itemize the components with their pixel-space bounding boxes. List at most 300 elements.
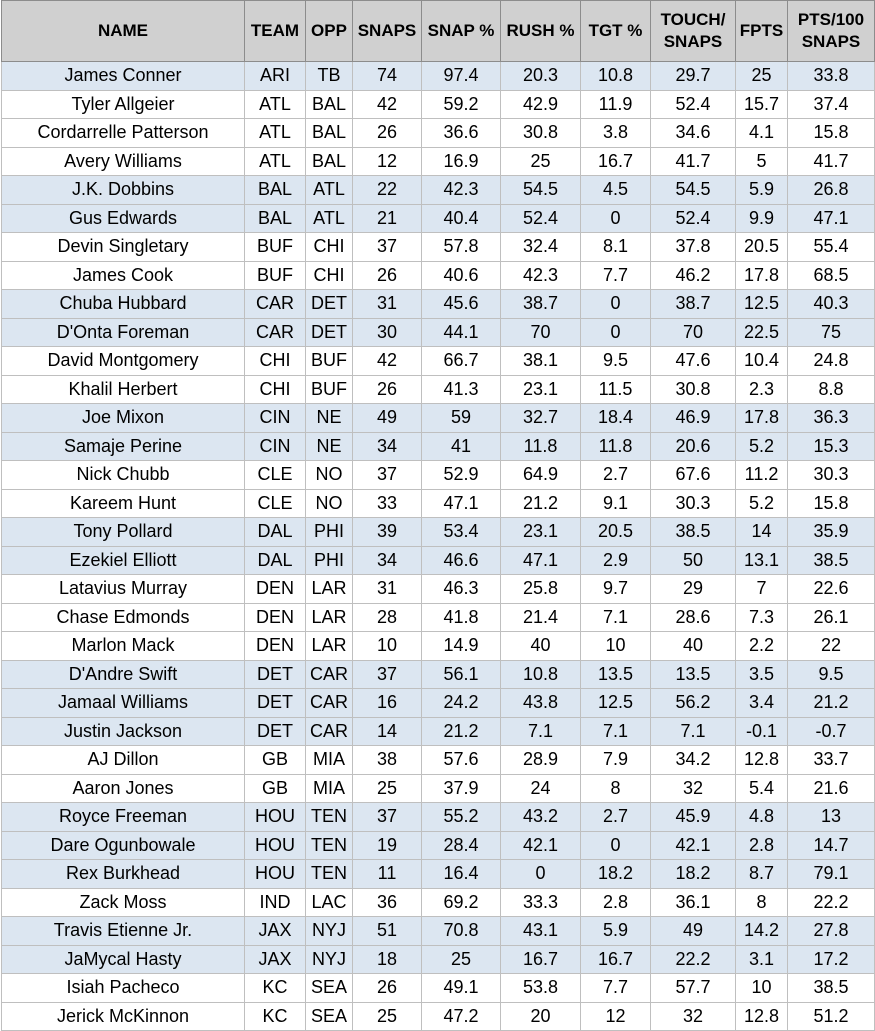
cell-rush-pct: 38.1: [501, 347, 581, 376]
cell-rush-pct: 21.2: [501, 489, 581, 518]
cell-opp: TB: [306, 62, 353, 91]
cell-team: JAX: [245, 917, 306, 946]
cell-pts-per-100-snaps: 9.5: [788, 660, 875, 689]
cell-fpts: 8.7: [736, 860, 788, 889]
cell-pts-per-100-snaps: 14.7: [788, 831, 875, 860]
cell-fpts: 3.4: [736, 689, 788, 718]
cell-fpts: 20.5: [736, 233, 788, 262]
table-row: [2, 831, 875, 860]
cell-snap-pct: 42.3: [422, 176, 501, 205]
cell-name: AJ Dillon: [2, 746, 245, 775]
cell-snap-pct: 41.3: [422, 375, 501, 404]
cell-pts-per-100-snaps: 26.1: [788, 603, 875, 632]
cell-tgt-pct: 2.7: [581, 461, 651, 490]
cell-snaps: 26: [353, 261, 422, 290]
cell-touch-snaps: 22.2: [651, 945, 736, 974]
header-touch-line2: SNAPS: [663, 32, 723, 51]
cell-snaps: 19: [353, 831, 422, 860]
header-rush-pct: RUSH %: [501, 1, 581, 62]
cell-team: JAX: [245, 945, 306, 974]
cell-team: BAL: [245, 204, 306, 233]
cell-name: James Cook: [2, 261, 245, 290]
header-touch-line1: TOUCH/: [660, 10, 726, 29]
cell-tgt-pct: 2.9: [581, 546, 651, 575]
cell-rush-pct: 33.3: [501, 888, 581, 917]
cell-touch-snaps: 38.5: [651, 518, 736, 547]
cell-team: HOU: [245, 860, 306, 889]
header-row: [2, 1, 875, 62]
cell-touch-snaps: 29.7: [651, 62, 736, 91]
cell-touch-snaps: 20.6: [651, 432, 736, 461]
cell-fpts: 8: [736, 888, 788, 917]
cell-name: Jamaal Williams: [2, 689, 245, 718]
cell-pts-per-100-snaps: 51.2: [788, 1002, 875, 1031]
cell-touch-snaps: 28.6: [651, 603, 736, 632]
cell-snaps: 74: [353, 62, 422, 91]
cell-name: Aaron Jones: [2, 774, 245, 803]
cell-tgt-pct: 7.7: [581, 261, 651, 290]
cell-tgt-pct: 9.1: [581, 489, 651, 518]
cell-team: ATL: [245, 90, 306, 119]
cell-opp: CHI: [306, 233, 353, 262]
cell-snap-pct: 41.8: [422, 603, 501, 632]
cell-name: Jerick McKinnon: [2, 1002, 245, 1031]
cell-snap-pct: 47.1: [422, 489, 501, 518]
cell-pts-per-100-snaps: 75: [788, 318, 875, 347]
cell-fpts: 12.8: [736, 746, 788, 775]
cell-snaps: 39: [353, 518, 422, 547]
cell-name: Latavius Murray: [2, 575, 245, 604]
table-row: [2, 660, 875, 689]
cell-snaps: 49: [353, 404, 422, 433]
cell-team: IND: [245, 888, 306, 917]
cell-team: DAL: [245, 518, 306, 547]
cell-opp: NO: [306, 461, 353, 490]
cell-snap-pct: 46.3: [422, 575, 501, 604]
cell-rush-pct: 42.9: [501, 90, 581, 119]
cell-pts-per-100-snaps: 15.8: [788, 119, 875, 148]
cell-tgt-pct: 4.5: [581, 176, 651, 205]
cell-touch-snaps: 56.2: [651, 689, 736, 718]
cell-tgt-pct: 13.5: [581, 660, 651, 689]
cell-snap-pct: 16.4: [422, 860, 501, 889]
cell-rush-pct: 53.8: [501, 974, 581, 1003]
cell-name: James Conner: [2, 62, 245, 91]
cell-snaps: 21: [353, 204, 422, 233]
cell-opp: PHI: [306, 518, 353, 547]
cell-team: BUF: [245, 261, 306, 290]
cell-tgt-pct: 2.8: [581, 888, 651, 917]
cell-name: Khalil Herbert: [2, 375, 245, 404]
cell-name: Royce Freeman: [2, 803, 245, 832]
cell-team: HOU: [245, 831, 306, 860]
cell-name: Tony Pollard: [2, 518, 245, 547]
cell-team: DET: [245, 660, 306, 689]
table-row: [2, 575, 875, 604]
cell-team: CIN: [245, 432, 306, 461]
cell-snaps: 34: [353, 546, 422, 575]
cell-snap-pct: 52.9: [422, 461, 501, 490]
cell-fpts: 11.2: [736, 461, 788, 490]
cell-pts-per-100-snaps: 68.5: [788, 261, 875, 290]
cell-rush-pct: 42.3: [501, 261, 581, 290]
cell-touch-snaps: 29: [651, 575, 736, 604]
cell-name: Joe Mixon: [2, 404, 245, 433]
cell-rush-pct: 32.7: [501, 404, 581, 433]
cell-rush-pct: 32.4: [501, 233, 581, 262]
cell-pts-per-100-snaps: 30.3: [788, 461, 875, 490]
cell-snap-pct: 53.4: [422, 518, 501, 547]
cell-tgt-pct: 7.7: [581, 974, 651, 1003]
table-row: [2, 90, 875, 119]
cell-snaps: 37: [353, 660, 422, 689]
cell-pts-per-100-snaps: 24.8: [788, 347, 875, 376]
cell-rush-pct: 0: [501, 860, 581, 889]
table-row: [2, 404, 875, 433]
cell-snap-pct: 24.2: [422, 689, 501, 718]
cell-opp: CHI: [306, 261, 353, 290]
cell-tgt-pct: 12: [581, 1002, 651, 1031]
table-row: [2, 774, 875, 803]
cell-snap-pct: 41: [422, 432, 501, 461]
cell-fpts: 5: [736, 147, 788, 176]
table-row: [2, 62, 875, 91]
cell-fpts: 12.5: [736, 290, 788, 319]
cell-touch-snaps: 18.2: [651, 860, 736, 889]
cell-rush-pct: 28.9: [501, 746, 581, 775]
cell-name: Chuba Hubbard: [2, 290, 245, 319]
cell-touch-snaps: 57.7: [651, 974, 736, 1003]
cell-snap-pct: 97.4: [422, 62, 501, 91]
cell-snap-pct: 44.1: [422, 318, 501, 347]
cell-pts-per-100-snaps: 15.8: [788, 489, 875, 518]
header-name: NAME: [2, 1, 245, 62]
cell-tgt-pct: 11.9: [581, 90, 651, 119]
cell-pts-per-100-snaps: 47.1: [788, 204, 875, 233]
cell-tgt-pct: 12.5: [581, 689, 651, 718]
cell-tgt-pct: 0: [581, 318, 651, 347]
cell-rush-pct: 20.3: [501, 62, 581, 91]
cell-pts-per-100-snaps: 35.9: [788, 518, 875, 547]
cell-fpts: 5.4: [736, 774, 788, 803]
cell-team: CIN: [245, 404, 306, 433]
cell-opp: SEA: [306, 974, 353, 1003]
cell-snap-pct: 69.2: [422, 888, 501, 917]
cell-name: David Montgomery: [2, 347, 245, 376]
cell-fpts: 14: [736, 518, 788, 547]
cell-rush-pct: 16.7: [501, 945, 581, 974]
cell-tgt-pct: 11.5: [581, 375, 651, 404]
cell-rush-pct: 64.9: [501, 461, 581, 490]
cell-tgt-pct: 0: [581, 204, 651, 233]
cell-pts-per-100-snaps: 13: [788, 803, 875, 832]
cell-tgt-pct: 18.4: [581, 404, 651, 433]
cell-opp: DET: [306, 290, 353, 319]
cell-snaps: 37: [353, 461, 422, 490]
cell-touch-snaps: 47.6: [651, 347, 736, 376]
header-touch-snaps: [651, 1, 736, 62]
cell-tgt-pct: 16.7: [581, 945, 651, 974]
table-row: [2, 176, 875, 205]
table-row: [2, 461, 875, 490]
cell-name: Avery Williams: [2, 147, 245, 176]
cell-opp: TEN: [306, 860, 353, 889]
cell-opp: CAR: [306, 660, 353, 689]
cell-snaps: 10: [353, 632, 422, 661]
cell-rush-pct: 42.1: [501, 831, 581, 860]
cell-rush-pct: 43.2: [501, 803, 581, 832]
cell-fpts: 2.8: [736, 831, 788, 860]
cell-fpts: 14.2: [736, 917, 788, 946]
header-snap-pct: SNAP %: [422, 1, 501, 62]
cell-pts-per-100-snaps: 79.1: [788, 860, 875, 889]
cell-tgt-pct: 3.8: [581, 119, 651, 148]
cell-pts-per-100-snaps: 21.2: [788, 689, 875, 718]
cell-pts-per-100-snaps: 33.8: [788, 62, 875, 91]
cell-tgt-pct: 18.2: [581, 860, 651, 889]
cell-fpts: 9.9: [736, 204, 788, 233]
cell-tgt-pct: 2.7: [581, 803, 651, 832]
cell-snaps: 12: [353, 147, 422, 176]
table-row: [2, 717, 875, 746]
cell-snap-pct: 40.4: [422, 204, 501, 233]
cell-pts-per-100-snaps: 55.4: [788, 233, 875, 262]
cell-opp: BAL: [306, 119, 353, 148]
cell-snaps: 28: [353, 603, 422, 632]
cell-tgt-pct: 5.9: [581, 917, 651, 946]
cell-fpts: 4.1: [736, 119, 788, 148]
cell-snaps: 36: [353, 888, 422, 917]
cell-name: Marlon Mack: [2, 632, 245, 661]
cell-opp: NE: [306, 432, 353, 461]
cell-pts-per-100-snaps: 37.4: [788, 90, 875, 119]
table-row: [2, 489, 875, 518]
cell-pts-per-100-snaps: 40.3: [788, 290, 875, 319]
table-row: [2, 261, 875, 290]
cell-team: CAR: [245, 318, 306, 347]
cell-opp: BAL: [306, 147, 353, 176]
cell-snaps: 33: [353, 489, 422, 518]
cell-fpts: 2.2: [736, 632, 788, 661]
cell-snap-pct: 28.4: [422, 831, 501, 860]
cell-snap-pct: 25: [422, 945, 501, 974]
table-row: [2, 1002, 875, 1031]
cell-snap-pct: 40.6: [422, 261, 501, 290]
cell-tgt-pct: 8.1: [581, 233, 651, 262]
cell-pts-per-100-snaps: -0.7: [788, 717, 875, 746]
cell-touch-snaps: 49: [651, 917, 736, 946]
cell-touch-snaps: 32: [651, 774, 736, 803]
cell-rush-pct: 21.4: [501, 603, 581, 632]
cell-touch-snaps: 13.5: [651, 660, 736, 689]
cell-opp: MIA: [306, 746, 353, 775]
cell-snaps: 26: [353, 375, 422, 404]
cell-name: JaMycal Hasty: [2, 945, 245, 974]
cell-rush-pct: 24: [501, 774, 581, 803]
cell-team: CHI: [245, 375, 306, 404]
cell-opp: BUF: [306, 347, 353, 376]
cell-snap-pct: 57.8: [422, 233, 501, 262]
table-row: [2, 318, 875, 347]
cell-team: DEN: [245, 575, 306, 604]
cell-touch-snaps: 50: [651, 546, 736, 575]
cell-team: CLE: [245, 489, 306, 518]
cell-snap-pct: 37.9: [422, 774, 501, 803]
header-fpts: FPTS: [736, 1, 788, 62]
cell-rush-pct: 7.1: [501, 717, 581, 746]
cell-fpts: 3.5: [736, 660, 788, 689]
cell-touch-snaps: 37.8: [651, 233, 736, 262]
cell-snaps: 34: [353, 432, 422, 461]
cell-name: Nick Chubb: [2, 461, 245, 490]
table-row: [2, 518, 875, 547]
cell-rush-pct: 30.8: [501, 119, 581, 148]
cell-touch-snaps: 36.1: [651, 888, 736, 917]
cell-name: Zack Moss: [2, 888, 245, 917]
cell-opp: NO: [306, 489, 353, 518]
cell-snap-pct: 16.9: [422, 147, 501, 176]
cell-opp: BAL: [306, 90, 353, 119]
table-row: [2, 204, 875, 233]
cell-fpts: 13.1: [736, 546, 788, 575]
cell-name: Travis Etienne Jr.: [2, 917, 245, 946]
rb-snap-stats-table: [1, 0, 875, 1031]
cell-opp: CAR: [306, 689, 353, 718]
cell-rush-pct: 10.8: [501, 660, 581, 689]
cell-snap-pct: 59: [422, 404, 501, 433]
cell-touch-snaps: 46.9: [651, 404, 736, 433]
cell-name: Justin Jackson: [2, 717, 245, 746]
cell-touch-snaps: 45.9: [651, 803, 736, 832]
cell-team: GB: [245, 746, 306, 775]
cell-touch-snaps: 41.7: [651, 147, 736, 176]
cell-fpts: 22.5: [736, 318, 788, 347]
cell-pts-per-100-snaps: 22.6: [788, 575, 875, 604]
cell-snap-pct: 21.2: [422, 717, 501, 746]
cell-touch-snaps: 46.2: [651, 261, 736, 290]
table-row: [2, 347, 875, 376]
table-row: [2, 233, 875, 262]
cell-touch-snaps: 54.5: [651, 176, 736, 205]
cell-snap-pct: 57.6: [422, 746, 501, 775]
cell-pts-per-100-snaps: 38.5: [788, 546, 875, 575]
cell-pts-per-100-snaps: 36.3: [788, 404, 875, 433]
cell-rush-pct: 47.1: [501, 546, 581, 575]
cell-snap-pct: 46.6: [422, 546, 501, 575]
table-row: [2, 632, 875, 661]
table-row: [2, 888, 875, 917]
cell-opp: LAR: [306, 632, 353, 661]
header-pts-per-100-snaps: [788, 1, 875, 62]
table-body: [2, 62, 875, 1031]
cell-name: Samaje Perine: [2, 432, 245, 461]
cell-rush-pct: 52.4: [501, 204, 581, 233]
cell-pts-per-100-snaps: 21.6: [788, 774, 875, 803]
cell-snaps: 30: [353, 318, 422, 347]
cell-opp: DET: [306, 318, 353, 347]
cell-team: KC: [245, 1002, 306, 1031]
cell-snaps: 42: [353, 347, 422, 376]
cell-opp: ATL: [306, 204, 353, 233]
cell-fpts: 5.2: [736, 432, 788, 461]
cell-team: HOU: [245, 803, 306, 832]
table-header: [2, 1, 875, 62]
cell-opp: LAR: [306, 603, 353, 632]
cell-team: DEN: [245, 632, 306, 661]
cell-team: ATL: [245, 147, 306, 176]
cell-snap-pct: 56.1: [422, 660, 501, 689]
cell-pts-per-100-snaps: 22: [788, 632, 875, 661]
table-row: [2, 290, 875, 319]
table-row: [2, 974, 875, 1003]
cell-fpts: 15.7: [736, 90, 788, 119]
cell-team: DEN: [245, 603, 306, 632]
cell-opp: PHI: [306, 546, 353, 575]
cell-fpts: 5.2: [736, 489, 788, 518]
cell-snap-pct: 55.2: [422, 803, 501, 832]
cell-tgt-pct: 9.7: [581, 575, 651, 604]
cell-touch-snaps: 30.3: [651, 489, 736, 518]
cell-rush-pct: 25: [501, 147, 581, 176]
cell-fpts: 2.3: [736, 375, 788, 404]
cell-team: CAR: [245, 290, 306, 319]
table-row: [2, 746, 875, 775]
cell-team: ATL: [245, 119, 306, 148]
cell-tgt-pct: 7.1: [581, 717, 651, 746]
cell-snaps: 25: [353, 774, 422, 803]
cell-tgt-pct: 10: [581, 632, 651, 661]
cell-opp: SEA: [306, 1002, 353, 1031]
cell-snap-pct: 36.6: [422, 119, 501, 148]
cell-name: Tyler Allgeier: [2, 90, 245, 119]
table-row: [2, 147, 875, 176]
cell-opp: NYJ: [306, 945, 353, 974]
cell-tgt-pct: 7.1: [581, 603, 651, 632]
header-tgt-pct: TGT %: [581, 1, 651, 62]
cell-fpts: 25: [736, 62, 788, 91]
cell-fpts: 5.9: [736, 176, 788, 205]
cell-snaps: 25: [353, 1002, 422, 1031]
cell-rush-pct: 70: [501, 318, 581, 347]
cell-tgt-pct: 20.5: [581, 518, 651, 547]
cell-snap-pct: 70.8: [422, 917, 501, 946]
cell-name: Chase Edmonds: [2, 603, 245, 632]
header-snaps: SNAPS: [353, 1, 422, 62]
cell-snap-pct: 45.6: [422, 290, 501, 319]
cell-name: J.K. Dobbins: [2, 176, 245, 205]
cell-team: DET: [245, 689, 306, 718]
table-row: [2, 860, 875, 889]
table-row: [2, 603, 875, 632]
table-row: [2, 945, 875, 974]
cell-rush-pct: 25.8: [501, 575, 581, 604]
cell-fpts: 10.4: [736, 347, 788, 376]
cell-rush-pct: 23.1: [501, 375, 581, 404]
cell-name: Cordarrelle Patterson: [2, 119, 245, 148]
cell-pts-per-100-snaps: 15.3: [788, 432, 875, 461]
cell-tgt-pct: 7.9: [581, 746, 651, 775]
cell-snaps: 16: [353, 689, 422, 718]
cell-pts-per-100-snaps: 33.7: [788, 746, 875, 775]
cell-fpts: -0.1: [736, 717, 788, 746]
header-team: TEAM: [245, 1, 306, 62]
cell-snap-pct: 49.1: [422, 974, 501, 1003]
cell-opp: BUF: [306, 375, 353, 404]
cell-snap-pct: 59.2: [422, 90, 501, 119]
cell-rush-pct: 38.7: [501, 290, 581, 319]
cell-name: Ezekiel Elliott: [2, 546, 245, 575]
cell-opp: TEN: [306, 803, 353, 832]
